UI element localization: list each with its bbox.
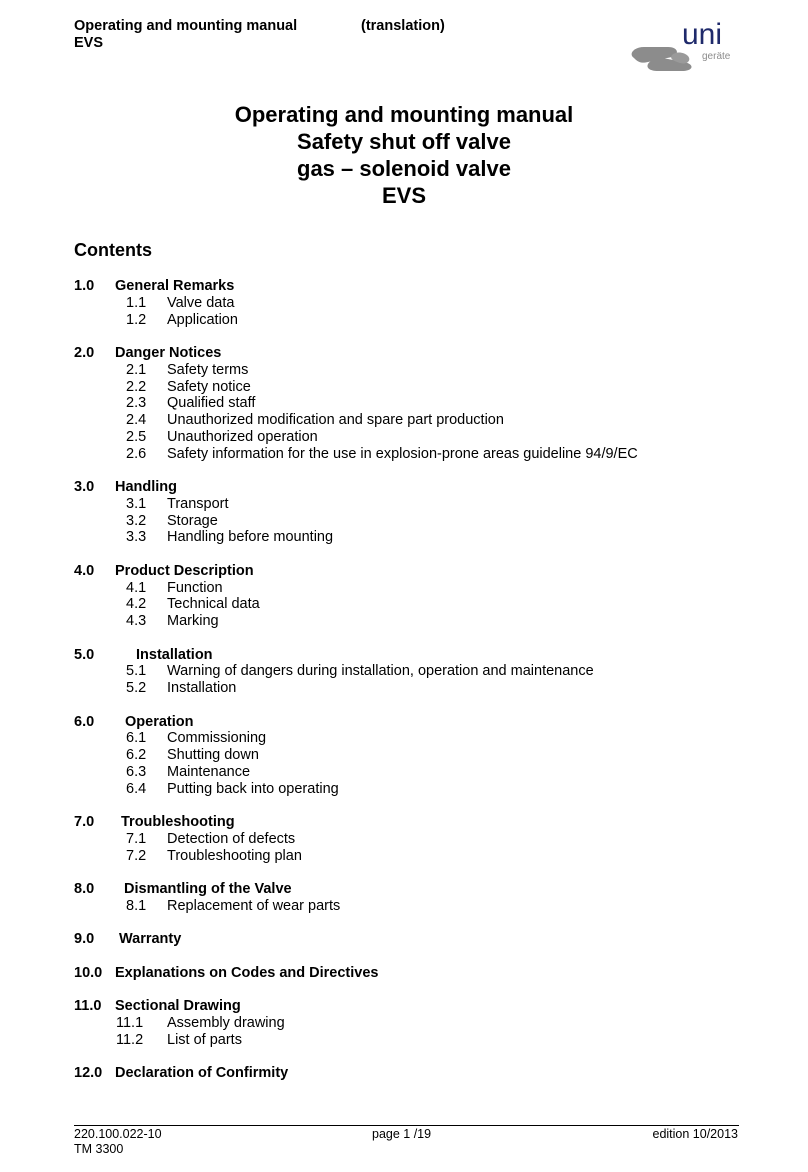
toc-subsection-title: List of parts: [167, 1031, 242, 1048]
toc-subsection-number: 6.1: [126, 730, 147, 747]
toc-subsection-number: 7.2: [126, 847, 147, 864]
footer-edition: edition 10/2013: [652, 1127, 738, 1141]
contents-heading: Contents: [74, 240, 152, 260]
toc-subsection-number: 11.2: [116, 1031, 144, 1048]
toc-subsection-title: Function: [167, 579, 223, 596]
toc-subsection-title: Unauthorized modification and spare part production: [167, 412, 504, 428]
toc-subsection-number: 6.2: [126, 747, 147, 763]
toc-subsection-number: 6.4: [126, 780, 147, 797]
toc-section-number: 1.0: [74, 278, 95, 294]
toc-subsection-number: 7.1: [126, 830, 147, 847]
toc-subsection-title: Assembly drawing: [167, 1015, 285, 1031]
toc-subsection-title: Putting back into operating: [167, 780, 339, 797]
toc-subsection-number: 5.1: [126, 663, 147, 680]
toc-section-title: Declaration of Confirmity: [115, 1065, 289, 1082]
header-translation: (translation): [361, 18, 445, 34]
toc-section-number: 3.0: [74, 479, 95, 495]
toc-section-title: Handling: [115, 479, 178, 495]
toc-section-title: Dismantling of the Valve: [124, 881, 292, 897]
title-line-1: Operating and mounting manual: [234, 102, 574, 127]
toc-section-title: Warranty: [119, 931, 182, 948]
toc-section-title: Sectional Drawing: [115, 998, 241, 1015]
toc-section-title: Troubleshooting: [121, 814, 235, 830]
toc-subsection-number: 2.3: [126, 395, 147, 412]
toc-subsection-number: 1.2: [126, 311, 147, 328]
toc-subsection-title: Safety information for the use in explosion-prone areas guideline 94/9/EC: [167, 445, 638, 462]
toc-subsection-number: 11.1: [116, 1015, 144, 1031]
header-doc-title: Operating and mounting manual: [74, 18, 298, 34]
footer-tm: TM 3300: [74, 1142, 124, 1156]
toc-subsection-title: Troubleshooting plan: [167, 847, 302, 864]
toc-section-number: 8.0: [74, 881, 95, 897]
header-product: EVS: [74, 35, 104, 51]
toc-section-number: 12.0: [74, 1065, 103, 1082]
logo-text: uni: [682, 18, 723, 51]
toc-section-number: 5.0: [74, 646, 95, 663]
toc-section-number: 2.0: [74, 345, 95, 361]
logo-subtext: geräte: [702, 51, 731, 62]
toc-subsection-title: Application: [167, 311, 238, 328]
toc-subsection-number: 1.1: [126, 294, 147, 311]
toc-subsection-title: Qualified staff: [167, 395, 256, 412]
toc-subsection-number: 6.3: [126, 763, 147, 780]
toc-subsection-title: Warning of dangers during installation, operation and maintenance: [167, 663, 594, 680]
toc-subsection-title: Technical data: [167, 596, 260, 613]
toc-subsection-number: 2.4: [126, 412, 147, 428]
toc-section-title: General Remarks: [115, 278, 235, 294]
toc-section-number: 10.0: [74, 964, 103, 981]
footer-rule: [74, 1125, 739, 1126]
uni-logo-graphic: [628, 14, 738, 72]
toc-subsection-number: 5.2: [126, 680, 147, 696]
toc-subsection-number: 4.2: [126, 596, 147, 613]
toc-subsection-number: 2.5: [126, 428, 147, 445]
toc-subsection-title: Transport: [167, 495, 229, 512]
toc-subsection-title: Handling before mounting: [167, 529, 334, 546]
toc-subsection-title: Storage: [167, 512, 218, 529]
toc-subsection-title: Commissioning: [167, 730, 267, 747]
toc-subsection-title: Replacement of wear parts: [167, 897, 341, 914]
toc-section-number: 11.0: [74, 998, 102, 1015]
toc-section-title: Operation: [125, 713, 194, 730]
toc-section-number: 7.0: [74, 814, 95, 830]
toc-subsection-title: Detection of defects: [167, 830, 296, 847]
toc-subsection-number: 4.3: [126, 613, 147, 629]
toc-subsection-title: Installation: [167, 680, 237, 696]
toc-subsection-number: 8.1: [126, 897, 147, 914]
toc-subsection-title: Maintenance: [167, 763, 251, 780]
title-line-2: Safety shut off valve: [297, 129, 511, 154]
toc-section-title: Installation: [136, 646, 213, 663]
toc-section-number: 6.0: [74, 713, 95, 730]
uni-logo: [628, 14, 738, 72]
toc-subsection-number: 2.1: [126, 361, 147, 378]
toc-subsection-number: 3.2: [126, 512, 147, 529]
footer-doc-number: 220.100.022-10: [74, 1127, 162, 1141]
toc-section-number: 4.0: [74, 562, 95, 579]
toc-section-title: Explanations on Codes and Directives: [115, 964, 379, 981]
toc-subsection-title: Safety terms: [167, 361, 249, 378]
toc-subsection-number: 4.1: [126, 579, 147, 596]
footer-page: page 1 /19: [372, 1127, 432, 1141]
toc-subsection-title: Safety notice: [167, 378, 251, 395]
toc-subsection-number: 3.1: [126, 495, 147, 512]
toc-subsection-title: Shutting down: [167, 747, 259, 763]
toc-subsection-number: 2.6: [126, 445, 147, 462]
toc-section-number: 9.0: [74, 931, 95, 948]
toc-section-title: Danger Notices: [115, 345, 222, 361]
title-line-4: EVS: [381, 183, 427, 208]
toc-subsection-title: Unauthorized operation: [167, 428, 318, 445]
toc-subsection-title: Marking: [167, 613, 219, 629]
toc-subsection-title: Valve data: [167, 294, 235, 311]
toc-section-title: Product Description: [115, 562, 254, 579]
title-line-3: gas – solenoid valve: [297, 156, 511, 181]
toc-subsection-number: 2.2: [126, 378, 147, 395]
toc-subsection-number: 3.3: [126, 529, 147, 546]
